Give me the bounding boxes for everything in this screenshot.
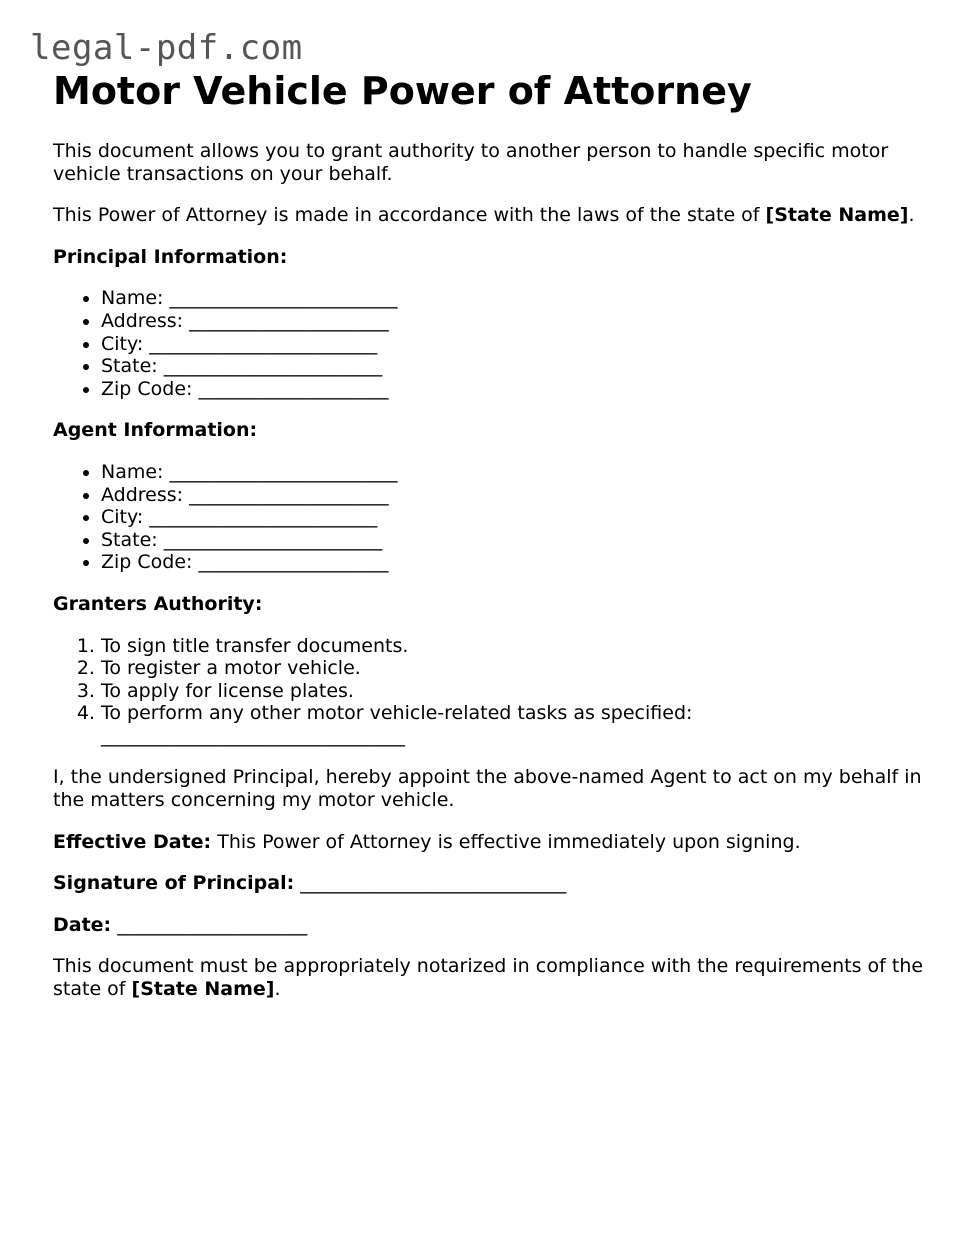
appointment-paragraph: I, the undersigned Principal, hereby appoint the above-named Agent to act on my behalf in the matters concerning my motor vehicle. [53,766,922,812]
date-label: Date: [53,913,112,936]
intro-paragraph: This document allows you to grant authority to another person to handle specific motor vehicle transactions on your behalf. [53,140,889,185]
authority-other-blank[interactable]: ________________________________ [101,724,405,747]
authority-item: 3. To apply for license plates. [101,680,933,703]
notary-state-placeholder: [State Name] [131,978,275,1001]
agent-fields-list [53,461,933,574]
agent-city-field[interactable]: • City: ________________________ [101,506,933,529]
authority-list [53,635,933,748]
document-page [53,68,933,1001]
authority-item: 1. To sign title transfer documents. [101,635,933,658]
signature-label: Signature of Principal: [53,872,295,895]
agent-zip-field[interactable]: • Zip Code: ____________________ [101,551,933,574]
authority-item-other [101,702,933,747]
principal-zip-field[interactable]: • Zip Code: ____________________ [101,378,933,401]
authority-item-other-text: To perform any other motor vehicle-related tasks as specified: [101,702,693,725]
document-title: Motor Vehicle Power of Attorney [53,69,752,113]
watermark-logo: legal-pdf.com [30,28,303,68]
effective-date-paragraph [53,831,933,854]
date-line [53,914,933,937]
principal-name-field[interactable]: • Name: ________________________ [101,287,933,310]
governing-law-paragraph [53,204,933,227]
agent-heading: Agent Information: [53,419,258,442]
authority-item: 2. To register a motor vehicle. [101,657,933,680]
authority-heading: Granters Authority: [53,592,263,615]
principal-heading: Principal Information: [53,245,288,268]
governing-law-end: . [908,204,915,227]
principal-address-field[interactable]: • Address: _____________________ [101,310,933,333]
governing-law-text: This Power of Attorney is made in accordance with the laws of the state of [53,204,766,227]
notary-text: This document must be appropriately notarized in compliance with the requirements of the state of [53,955,924,1001]
signature-line [53,872,933,895]
effective-date-label: Effective Date: [53,830,212,853]
agent-state-field[interactable]: • State: _______________________ [101,529,933,552]
state-name-placeholder: [State Name] [765,204,909,227]
principal-fields-list [53,287,933,400]
agent-name-field[interactable]: • Name: ________________________ [101,461,933,484]
notary-end: . [274,978,281,1001]
principal-state-field[interactable]: • State: _______________________ [101,355,933,378]
signature-blank[interactable]: ____________________________ [294,872,567,895]
date-blank[interactable]: ____________________ [111,913,308,936]
effective-date-text: This Power of Attorney is effective immediately upon signing. [211,830,801,853]
principal-city-field[interactable]: • City: ________________________ [101,333,933,356]
agent-address-field[interactable]: • Address: _____________________ [101,484,933,507]
notary-paragraph [53,955,933,1000]
